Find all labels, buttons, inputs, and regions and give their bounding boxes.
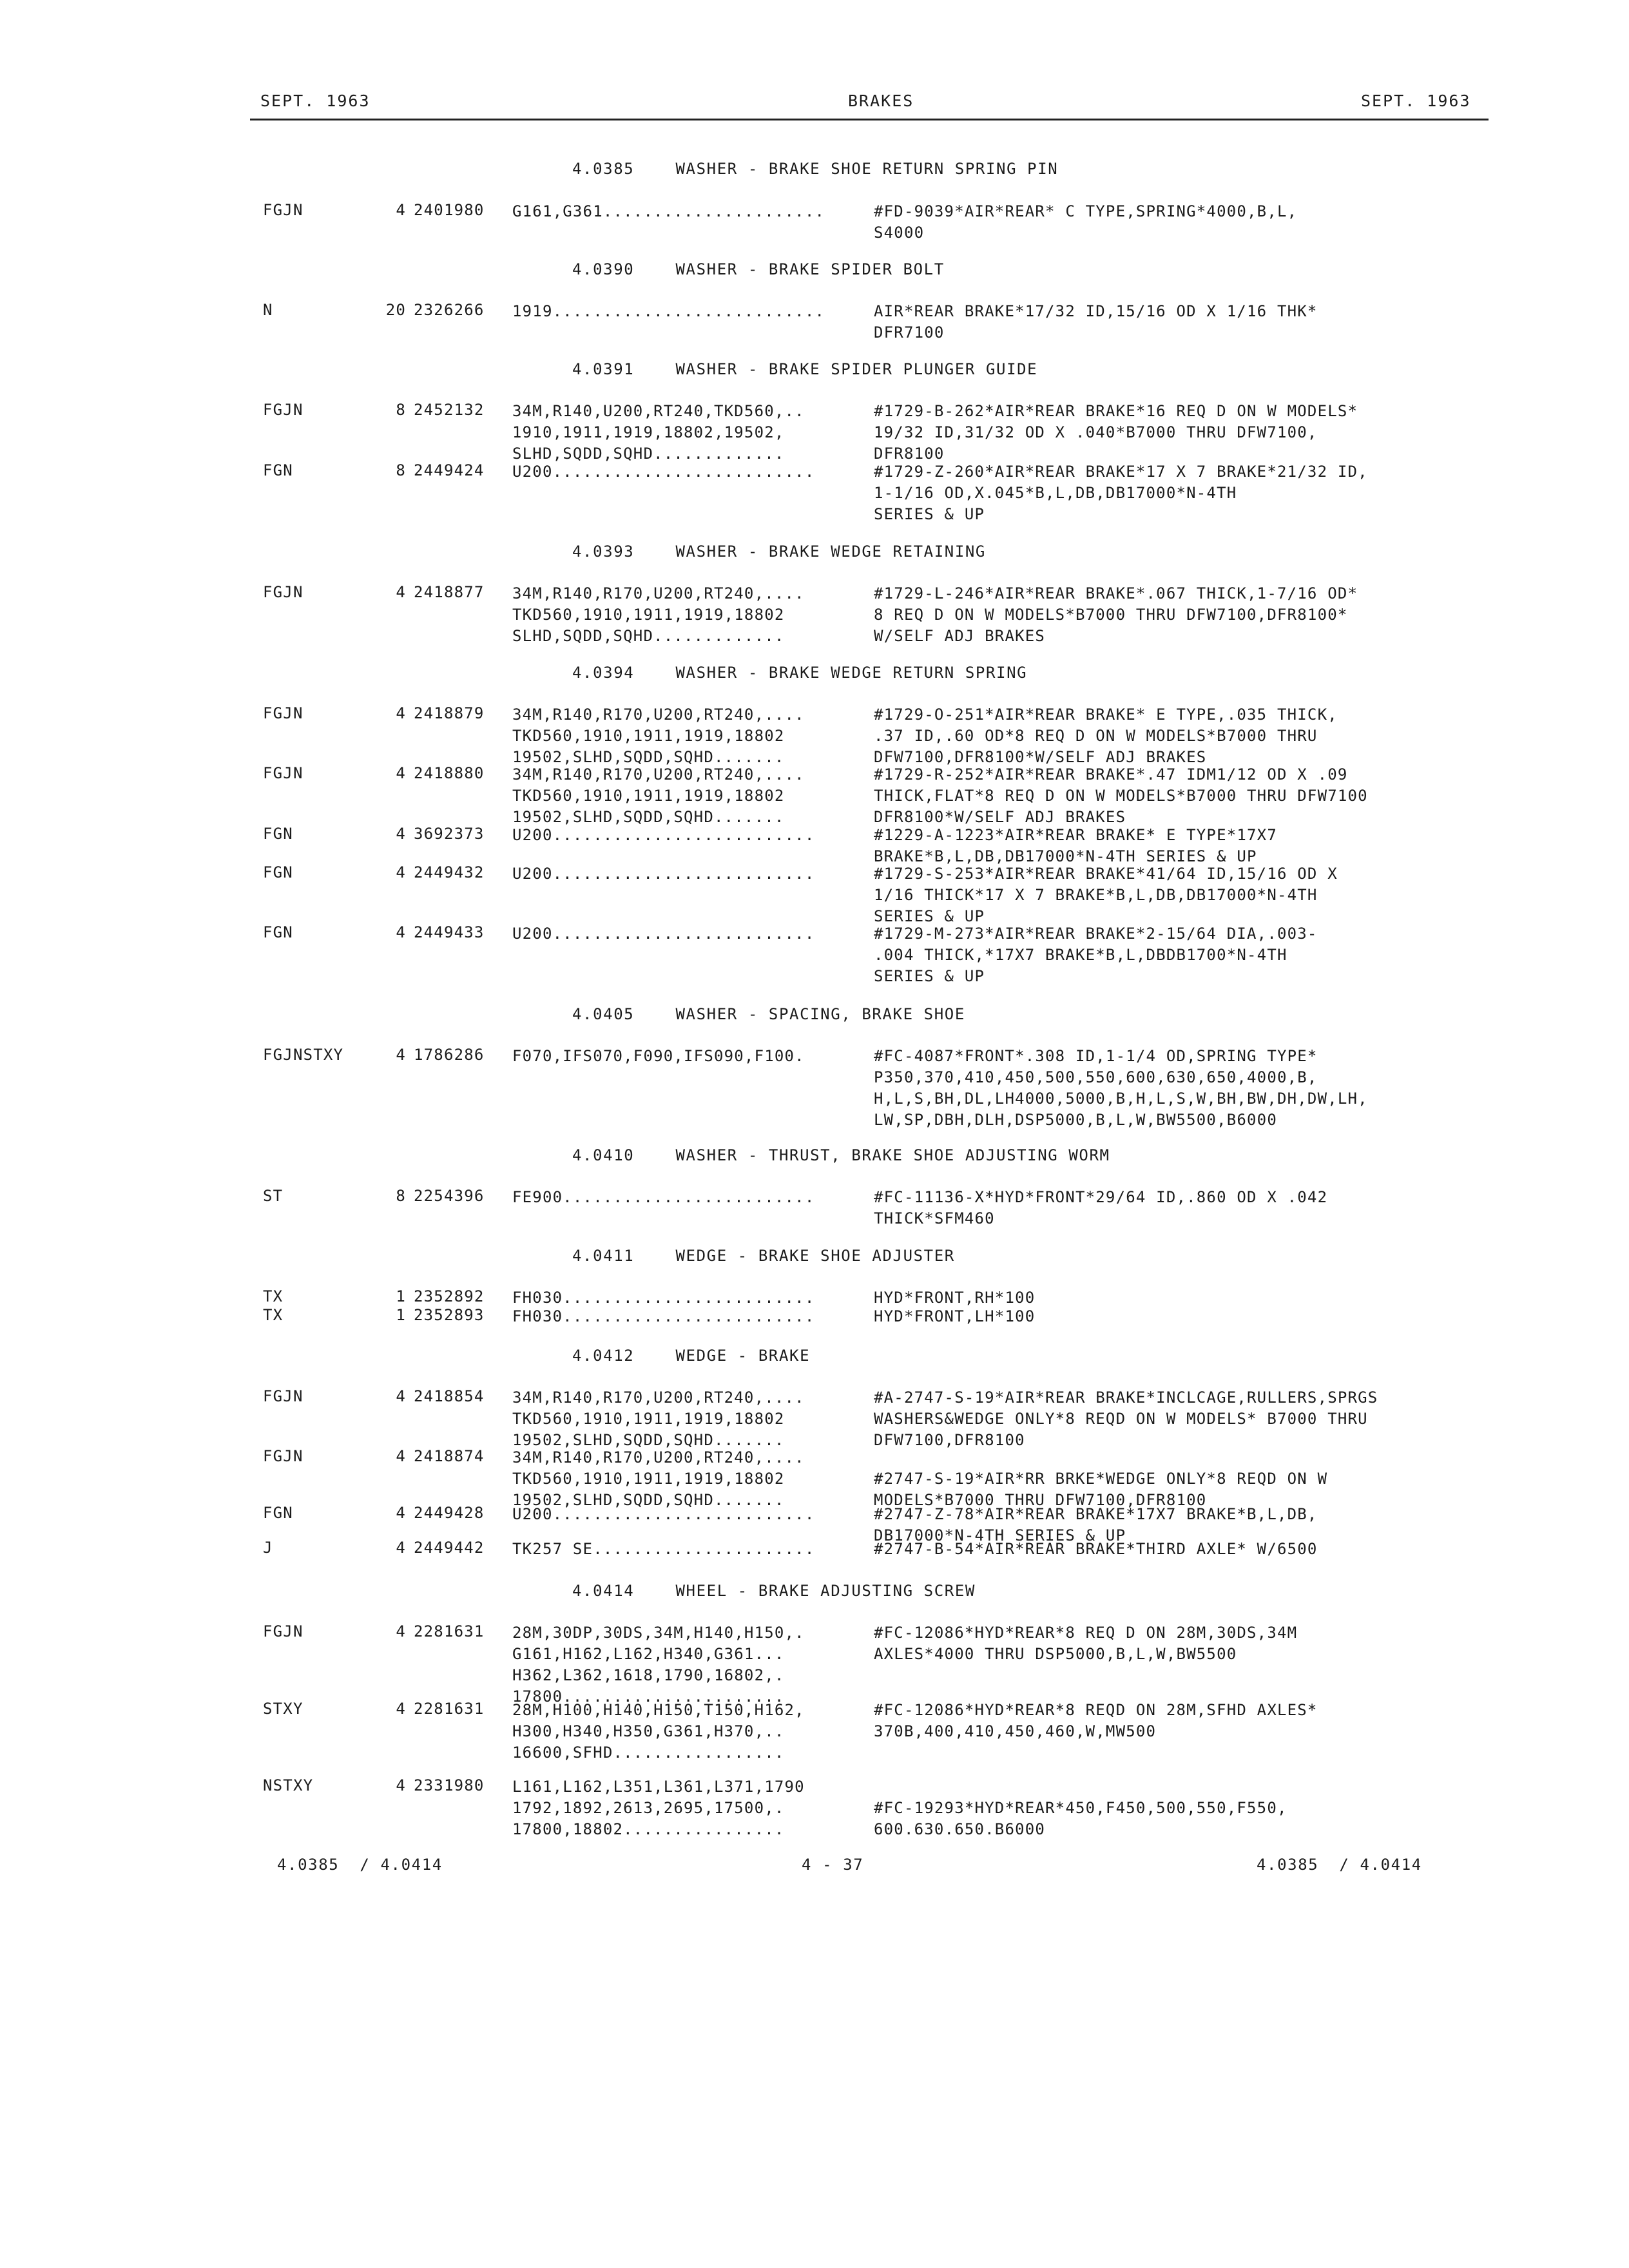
applicability-code: FGN bbox=[263, 923, 293, 941]
applicability-code: FGN bbox=[263, 461, 293, 479]
part-number: 2326266 bbox=[414, 301, 485, 319]
models-list: 34M,R140,R170,U200,RT240,.... TKD560,1910,1911,1919,18802 19502,SLHD,SQDD,SQHD....... bbox=[512, 765, 805, 826]
part-description: #1729-L-246*AIR*REAR BRAKE*.067 THICK,1-7/16 OD* 8 REQ D ON W MODELS*B7000 THRU DFW7100,DFR8100* W/SELF ADJ BRAKES bbox=[874, 584, 1358, 645]
quantity: 8 bbox=[396, 401, 406, 419]
applicability-code: FGN bbox=[263, 1504, 293, 1522]
applicability-code: ST bbox=[263, 1187, 284, 1205]
part-number: 2352892 bbox=[414, 1287, 485, 1305]
models-list: FH030......................... bbox=[512, 1307, 815, 1325]
applicability-code: STXY bbox=[263, 1700, 304, 1718]
footer-right-range: 4.0385 / 4.0414 bbox=[1257, 1856, 1422, 1874]
header-left-date: SEPT. 1963 bbox=[260, 91, 371, 110]
applicability-code: TX bbox=[263, 1306, 284, 1324]
part-description: #1729-Z-260*AIR*REAR BRAKE*17 X 7 BRAKE*21/32 ID, 1-1/16 OD,X.045*B,L,DB,DB17000*N-4TH SERIES & UP bbox=[874, 463, 1368, 523]
part-number: 2331980 bbox=[414, 1776, 485, 1794]
part-description: #2747-B-54*AIR*REAR BRAKE*THIRD AXLE* W/6500 bbox=[874, 1540, 1318, 1558]
applicability-code: FGJN bbox=[263, 1447, 304, 1465]
models-list: 28M,30DP,30DS,34M,H140,H150,. G161,H162,L162,H340,G361... H362,L362,1618,1790,16802,. 17800...................... bbox=[512, 1624, 805, 1706]
applicability-code: N bbox=[263, 301, 273, 319]
section-heading: 4.0390 WASHER - BRAKE SPIDER BOLT bbox=[572, 260, 945, 278]
part-description: #A-2747-S-19*AIR*REAR BRAKE*INCLCAGE,RULLERS,SPRGS WASHERS&WEDGE ONLY*8 REQD ON W MODELS* B7000 THRU DFW7100,DFR8100 bbox=[874, 1389, 1378, 1449]
models-list: FH030......................... bbox=[512, 1289, 815, 1307]
applicability-code: FGN bbox=[263, 825, 293, 843]
section-heading: 4.0405 WASHER - SPACING, BRAKE SHOE bbox=[572, 1005, 965, 1023]
part-number: 2418879 bbox=[414, 704, 485, 722]
section-heading: 4.0385 WASHER - BRAKE SHOE RETURN SPRING PIN bbox=[572, 160, 1059, 178]
applicability-code: FGJNSTXY bbox=[263, 1046, 344, 1064]
part-description: #1229-A-1223*AIR*REAR BRAKE* E TYPE*17X7 BRAKE*B,L,DB,DB17000*N-4TH SERIES & UP bbox=[874, 826, 1277, 865]
part-number: 2418854 bbox=[414, 1387, 485, 1405]
models-list: 34M,R140,R170,U200,RT240,.... TKD560,1910,1911,1919,18802 19502,SLHD,SQDD,SQHD....... bbox=[512, 1448, 805, 1509]
models-list: FE900......................... bbox=[512, 1188, 815, 1206]
part-description: #1729-M-273*AIR*REAR BRAKE*2-15/64 DIA,.003- .004 THICK,*17X7 BRAKE*B,L,DBDB1700*N-4TH SERIES & UP bbox=[874, 925, 1318, 985]
footer-left-range: 4.0385 / 4.0414 bbox=[277, 1856, 443, 1874]
part-number: 2418877 bbox=[414, 583, 485, 601]
section-heading: 4.0394 WASHER - BRAKE WEDGE RETURN SPRING bbox=[572, 664, 1028, 682]
models-list: U200.......................... bbox=[512, 865, 815, 883]
part-number: 2449424 bbox=[414, 461, 485, 479]
part-description: #1729-R-252*AIR*REAR BRAKE*.47 IDM1/12 OD X .09 THICK,FLAT*8 REQ D ON W MODELS*B7000 THRU DFW7100 DFR8100*W/SELF ADJ BRAKES bbox=[874, 765, 1368, 826]
header-right-date: SEPT. 1963 bbox=[1361, 91, 1471, 110]
applicability-code: J bbox=[263, 1539, 273, 1557]
part-number: 2401980 bbox=[414, 201, 485, 219]
models-list: 34M,R140,R170,U200,RT240,.... TKD560,1910,1911,1919,18802 19502,SLHD,SQDD,SQHD....... bbox=[512, 1389, 805, 1449]
section-heading: 4.0412 WEDGE - BRAKE bbox=[572, 1347, 811, 1365]
part-description: HYD*FRONT,LH*100 bbox=[874, 1307, 1036, 1325]
models-list: G161,G361...................... bbox=[512, 202, 825, 220]
part-number: 2254396 bbox=[414, 1187, 485, 1205]
part-number: 1786286 bbox=[414, 1046, 485, 1064]
quantity: 4 bbox=[396, 1539, 406, 1557]
quantity: 4 bbox=[396, 1622, 406, 1640]
models-list: 34M,R140,R170,U200,RT240,.... TKD560,1910,1911,1919,18802 SLHD,SQDD,SQHD............. bbox=[512, 584, 805, 645]
part-number: 2449432 bbox=[414, 863, 485, 881]
quantity: 4 bbox=[396, 1700, 406, 1718]
applicability-code: NSTXY bbox=[263, 1776, 314, 1794]
applicability-code: FGJN bbox=[263, 1387, 304, 1405]
applicability-code: FGN bbox=[263, 863, 293, 881]
applicability-code: FGJN bbox=[263, 764, 304, 782]
quantity: 4 bbox=[396, 863, 406, 881]
part-description: #1729-S-253*AIR*REAR BRAKE*41/64 ID,15/16 OD X 1/16 THICK*17 X 7 BRAKE*B,L,DB,DB17000*N-4TH SERIES & UP bbox=[874, 865, 1338, 925]
quantity: 4 bbox=[396, 704, 406, 722]
part-description: #1729-B-262*AIR*REAR BRAKE*16 REQ D ON W MODELS* 19/32 ID,31/32 OD X .040*B7000 THRU DFW7100, DFR8100 bbox=[874, 402, 1358, 463]
part-number: 2449433 bbox=[414, 923, 485, 941]
part-description: #2747-Z-78*AIR*REAR BRAKE*17X7 BRAKE*B,L,DB, DB17000*N-4TH SERIES & UP bbox=[874, 1505, 1318, 1544]
section-heading: 4.0414 WHEEL - BRAKE ADJUSTING SCREW bbox=[572, 1582, 976, 1600]
quantity: 4 bbox=[396, 1776, 406, 1794]
quantity: 4 bbox=[396, 1447, 406, 1465]
models-list: 34M,R140,R170,U200,RT240,.... TKD560,1910,1911,1919,18802 19502,SLHD,SQDD,SQHD....... bbox=[512, 706, 805, 766]
models-list: F070,IFS070,F090,IFS090,F100. bbox=[512, 1047, 805, 1065]
part-description: #1729-O-251*AIR*REAR BRAKE* E TYPE,.035 THICK, .37 ID,.60 OD*8 REQ D ON W MODELS*B7000 THRU DFW7100,DFR8100*W/SELF ADJ BRAKES bbox=[874, 706, 1338, 766]
part-description: #FC-4087*FRONT*.308 ID,1-1/4 OD,SPRING TYPE* P350,370,410,450,500,550,600,630,650,4000,B, H,L,S,BH,DL,LH4000,5000,B,H,L,S,W,BH,BW,DH,DW,LH, LW,SP,DBH,DLH,DSP5000,B,L,W,BW5500,B6000 bbox=[874, 1047, 1368, 1129]
part-number: 2281631 bbox=[414, 1700, 485, 1718]
quantity: 4 bbox=[396, 1387, 406, 1405]
part-number: 2418880 bbox=[414, 764, 485, 782]
part-number: 2418874 bbox=[414, 1447, 485, 1465]
quantity: 8 bbox=[396, 1187, 406, 1205]
models-list: TK257 SE...................... bbox=[512, 1540, 815, 1558]
quantity: 20 bbox=[385, 301, 406, 319]
section-heading: 4.0410 WASHER - THRUST, BRAKE SHOE ADJUSTING WORM bbox=[572, 1146, 1110, 1164]
applicability-code: FGJN bbox=[263, 704, 304, 722]
quantity: 1 bbox=[396, 1287, 406, 1305]
quantity: 4 bbox=[396, 764, 406, 782]
header-rule bbox=[250, 119, 1489, 120]
part-number: 2449442 bbox=[414, 1539, 485, 1557]
part-number: 2452132 bbox=[414, 401, 485, 419]
applicability-code: FGJN bbox=[263, 583, 304, 601]
models-list: U200.......................... bbox=[512, 463, 815, 481]
models-list: U200.......................... bbox=[512, 925, 815, 943]
part-description: HYD*FRONT,RH*100 bbox=[874, 1289, 1036, 1307]
models-list: 34M,R140,U200,RT240,TKD560,.. 1910,1911,1919,18802,19502, SLHD,SQDD,SQHD............. bbox=[512, 402, 805, 463]
part-description: #FC-12086*HYD*REAR*8 REQ D ON 28M,30DS,34M AXLES*4000 THRU DSP5000,B,L,W,BW5500 bbox=[874, 1624, 1298, 1663]
quantity: 4 bbox=[396, 923, 406, 941]
part-description: #FC-12086*HYD*REAR*8 REQD ON 28M,SFHD AXLES* 370B,400,410,450,460,W,MW500 bbox=[874, 1701, 1318, 1740]
quantity: 4 bbox=[396, 825, 406, 843]
applicability-code: FGJN bbox=[263, 401, 304, 419]
models-list: L161,L162,L351,L361,L371,1790 1792,1892,2613,2695,17500,. 17800,18802................ bbox=[512, 1778, 805, 1838]
quantity: 8 bbox=[396, 461, 406, 479]
part-number: 3692373 bbox=[414, 825, 485, 843]
part-description: #2747-S-19*AIR*RR BRKE*WEDGE ONLY*8 REQD ON W MODELS*B7000 THRU DFW7100,DFR8100 bbox=[874, 1470, 1328, 1509]
part-number: 2352893 bbox=[414, 1306, 485, 1324]
quantity: 4 bbox=[396, 583, 406, 601]
applicability-code: FGJN bbox=[263, 1622, 304, 1640]
applicability-code: TX bbox=[263, 1287, 284, 1305]
quantity: 4 bbox=[396, 1046, 406, 1064]
footer-page-number: 4 - 37 bbox=[802, 1856, 864, 1874]
part-description: #FC-11136-X*HYD*FRONT*29/64 ID,.860 OD X .042 THICK*SFM460 bbox=[874, 1188, 1328, 1227]
models-list: 1919........................... bbox=[512, 302, 825, 320]
section-heading: 4.0411 WEDGE - BRAKE SHOE ADJUSTER bbox=[572, 1247, 955, 1265]
applicability-code: FGJN bbox=[263, 201, 304, 219]
quantity: 4 bbox=[396, 1504, 406, 1522]
header-section-title: BRAKES bbox=[848, 91, 914, 110]
part-description: #FC-19293*HYD*REAR*450,F450,500,550,F550, 600.630.650.B6000 bbox=[874, 1799, 1287, 1838]
quantity: 4 bbox=[396, 201, 406, 219]
models-list: U200.......................... bbox=[512, 1505, 815, 1523]
quantity: 1 bbox=[396, 1306, 406, 1324]
section-heading: 4.0391 WASHER - BRAKE SPIDER PLUNGER GUIDE bbox=[572, 360, 1038, 378]
part-number: 2281631 bbox=[414, 1622, 485, 1640]
part-description: #FD-9039*AIR*REAR* C TYPE,SPRING*4000,B,L, S4000 bbox=[874, 202, 1298, 242]
part-description: AIR*REAR BRAKE*17/32 ID,15/16 OD X 1/16 THK* DFR7100 bbox=[874, 302, 1318, 341]
models-list: U200.......................... bbox=[512, 826, 815, 844]
models-list: 28M,H100,H140,H150,T150,H162, H300,H340,H350,G361,H370,.. 16600,SFHD................. bbox=[512, 1701, 805, 1762]
part-number: 2449428 bbox=[414, 1504, 485, 1522]
section-heading: 4.0393 WASHER - BRAKE WEDGE RETAINING bbox=[572, 543, 986, 561]
